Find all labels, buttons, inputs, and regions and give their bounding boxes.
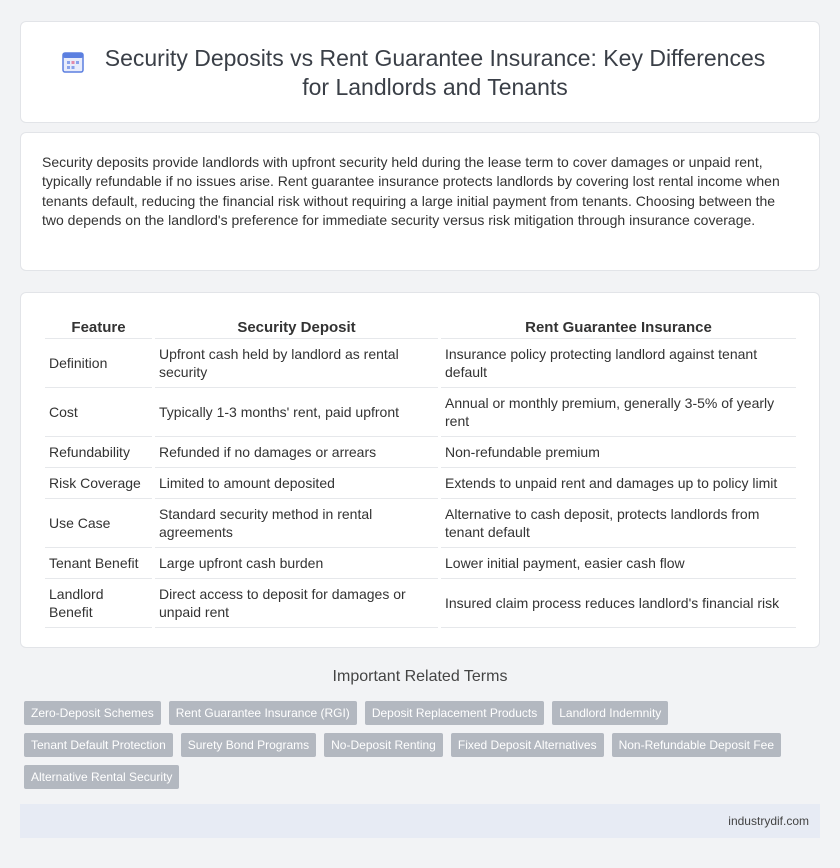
table-cell-rent-guarantee: Annual or monthly premium, generally 3-5% of yearly rent (441, 388, 796, 437)
tag-landlord-indemnity[interactable]: Landlord Indemnity (552, 701, 668, 725)
table-cell-feature: Definition (45, 339, 152, 388)
table-cell-security-deposit: Typically 1-3 months' rent, paid upfront (155, 388, 438, 437)
tag-tenant-default-protection[interactable]: Tenant Default Protection (24, 733, 173, 757)
tag-rent-guarantee-insurance[interactable]: Rent Guarantee Insurance (RGI) (169, 701, 357, 725)
table-cell-rent-guarantee: Insured claim process reduces landlord's financial risk (441, 579, 796, 628)
table-cell-feature: Risk Coverage (45, 468, 152, 499)
header-card (20, 21, 820, 123)
table-cell-security-deposit: Direct access to deposit for damages or unpaid rent (155, 579, 438, 628)
table-cell-security-deposit: Refunded if no damages or arrears (155, 437, 438, 468)
table-cell-security-deposit: Upfront cash held by landlord as rental security (155, 339, 438, 388)
table-cell-feature: Refundability (45, 437, 152, 468)
table-row (45, 468, 796, 499)
comparison-table (42, 312, 799, 628)
tag-fixed-deposit-alternatives[interactable]: Fixed Deposit Alternatives (451, 733, 604, 757)
page-title: Security Deposits vs Rent Guarantee Insurance: Key Differences for Landlords and Tenants (104, 45, 766, 100)
tag-zero-deposit-schemes[interactable]: Zero-Deposit Schemes (24, 701, 161, 725)
table-row (45, 388, 796, 437)
tag-non-refundable-deposit-fee[interactable]: Non-Refundable Deposit Fee (612, 733, 781, 757)
column-header: Feature (45, 312, 152, 339)
table-cell-rent-guarantee: Non-refundable premium (441, 437, 796, 468)
intro-paragraph: Security deposits provide landlords with upfront security held during the lease term to cover damages or unpaid rent, typically refundable if no issues arise. Rent guarantee insurance protects landlords by covering lost rental income when tenants default, reducing the financial risk without requiring a large initial payment from tenants. Choosing between the two depends on the landlord's preference for immediate security versus risk mitigation through insurance coverage. (42, 154, 780, 229)
tag-deposit-replacement-products[interactable]: Deposit Replacement Products (365, 701, 544, 725)
table-cell-rent-guarantee: Alternative to cash deposit, protects landlords from tenant default (441, 499, 796, 548)
table-cell-rent-guarantee: Lower initial payment, easier cash flow (441, 548, 796, 579)
table-cell-security-deposit: Large upfront cash burden (155, 548, 438, 579)
related-terms-title: Important Related Terms (332, 668, 508, 685)
related-terms-tags (24, 701, 804, 789)
table-row (45, 579, 796, 628)
column-header: Rent Guarantee Insurance (441, 312, 796, 339)
table-cell-rent-guarantee: Insurance policy protecting landlord against tenant default (441, 339, 796, 388)
table-cell-rent-guarantee: Extends to unpaid rent and damages up to policy limit (441, 468, 796, 499)
table-row (45, 437, 796, 468)
table-row (45, 499, 796, 548)
table-cell-feature: Landlord Benefit (45, 579, 152, 628)
table-cell-security-deposit: Standard security method in rental agreements (155, 499, 438, 548)
table-cell-feature: Use Case (45, 499, 152, 548)
tag-surety-bond-programs[interactable]: Surety Bond Programs (181, 733, 316, 757)
intro-card (20, 132, 820, 271)
table-cell-security-deposit: Limited to amount deposited (155, 468, 438, 499)
footer-site-link[interactable]: industrydif.com (728, 814, 809, 828)
tag-alternative-rental-security[interactable]: Alternative Rental Security (24, 765, 179, 789)
tag-no-deposit-renting[interactable]: No-Deposit Renting (324, 733, 443, 757)
comparison-card (20, 292, 820, 648)
table-row (45, 339, 796, 388)
table-cell-feature: Tenant Benefit (45, 548, 152, 579)
footer (20, 804, 820, 838)
column-header: Security Deposit (155, 312, 438, 339)
table-row (45, 548, 796, 579)
table-header-row (45, 312, 796, 339)
table-cell-feature: Cost (45, 388, 152, 437)
